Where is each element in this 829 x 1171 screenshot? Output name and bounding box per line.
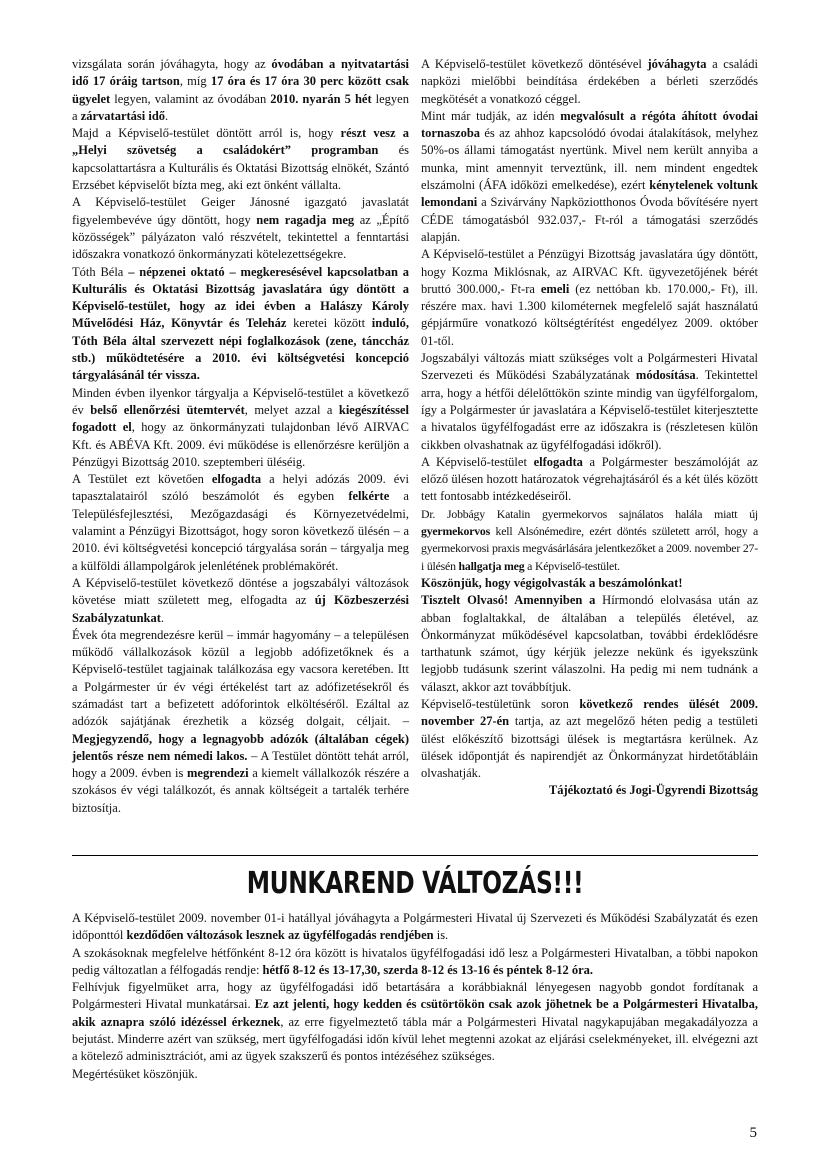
- paragraph: [72, 945, 758, 980]
- paragraph: [421, 696, 758, 782]
- bold-text: részt vesz a „Helyi szövetség a családokért” programban: [72, 126, 409, 158]
- bold-text: következő rendes ülését 2009. november 27-én: [421, 696, 758, 729]
- bold-text: Köszönjük, hogy végigolvasták a beszámolónkat!: [421, 575, 683, 590]
- text: A Képviselő-testület következő döntésével: [421, 57, 648, 71]
- headline: MUNKAREND VÁLTOZÁS!!!: [246, 866, 584, 901]
- bold-text: módosítása: [635, 368, 696, 383]
- work-schedule-notice: [72, 910, 758, 1083]
- bold-text: – népzenei oktató – megkeresésével kapcsolatban a Kulturális és Oktatási Bizottság javaslatára úgy döntött a Képviselő-testület, hogy az idei évben a Halászy Károly Művelődési Ház, Könyvtár és Teleház: [72, 264, 410, 331]
- section-divider: [72, 855, 758, 856]
- paragraph: [72, 56, 409, 125]
- text: A Testület ezt követően: [72, 472, 212, 487]
- bold-text: óvodában a nyitvatartási idő 17 óráig tartson: [72, 57, 409, 89]
- right-column: [421, 56, 758, 852]
- paragraph: [421, 350, 758, 454]
- bold-text: induló, Tóth Béla által szervezett népi foglalkozások (zene, tánccház stb.) működtetésére a 2010. évi költségvetési koncepció tárgyalásánál tér vissza.: [72, 316, 409, 383]
- text: .: [165, 108, 169, 123]
- bold-text: kiegészítéssel fogadott el: [72, 402, 409, 435]
- right-column-paragraphs: [421, 56, 758, 782]
- text: Majd a Képviselő-testület döntött arról is, hogy: [72, 126, 341, 141]
- bold-text: kénytelenek voltunk lemondani: [421, 178, 758, 210]
- text: és az ahhoz kapcsolódó óvodai átalakítások, melyhez 50%-os állami támogatást nyertünk. Mivel nem került annyiba a munka, mint amennyit terveztünk, ill. nem mindent engedtek elszámolni (ÁFA időközi emelkedése), ezért: [421, 126, 758, 193]
- paragraph: [421, 506, 758, 575]
- paragraph: [421, 108, 758, 246]
- text: A Képviselő-testület: [421, 454, 534, 469]
- paragraph: [72, 385, 409, 471]
- text: a Polgármester beszámolóját az előző ülésen hozott határozatok végrehajtásáról és a két ülés között tett fontosabb intézkedéseiről.: [421, 454, 758, 504]
- bold-text: megvalósult a régóta áhított óvodai tornaszoba: [421, 108, 759, 141]
- text: , míg: [179, 74, 211, 89]
- text: – A Testület döntött tehát arról, hogy a 2009. évben is: [72, 748, 409, 781]
- bold-text: elfogadta: [533, 454, 583, 469]
- text: Dr. Jobbágy Katalin gyermekorvos sajnálatos halála miatt új: [421, 506, 758, 521]
- bold-text: gyermekorvos: [421, 524, 491, 539]
- text: keretei között: [293, 316, 366, 331]
- two-column-article: [72, 56, 758, 852]
- text: Képviselő-testületünk soron: [421, 696, 580, 711]
- text: , melyet azzal a: [244, 402, 339, 417]
- text: Mint már tudják, az idén: [421, 108, 561, 123]
- text: Jogszabályi változás miatt szükséges volt a Polgármesteri Hivatal Szervezeti és Működési Szabályzatának: [421, 351, 758, 383]
- text: vizsgálata során jóváhagyta, hogy az: [72, 57, 272, 71]
- text: A Képviselő-testület Geiger Jánosné igazgató javaslatát figyelembevéve úgy döntött, hogy: [72, 195, 409, 227]
- paragraph: [421, 454, 758, 506]
- paragraph: [72, 471, 409, 575]
- text: Felhívjuk figyelmüket arra, hogy az ügyfélfogadási idő betartására a korábbiaknál lényegesen nagyobb gondot fordítanak a Polgármesteri Hivatal munkatársai.: [72, 980, 758, 1012]
- text: és kapcsolattartásra a Kulturális és Oktatási Bizottság elnökét, Szántó Erzsébet képviselőt bízta meg, aki ezt önként vállalta.: [72, 143, 409, 193]
- text: Tóth Béla: [72, 264, 124, 279]
- bold-text: hétfő 8-12 és 13-17,30, szerda 8-12 és 13-16 és péntek 8-12 óra.: [262, 962, 594, 977]
- text: Évek óta megrendezésre kerül – immár hagyomány – a településen működő vállalkozások közül a legjobb adófizetőknek és a Képviselő-testület tagjainak találkozása egy vacsora keretében. Itt a Polgármester úr év végi értékelést tart az adófizetésekről és számadást tart a befizetett adóforintok elköltéséről. Ezáltal az adózók sajátjának érezhetik a község dolgait, céljait. –: [72, 627, 409, 729]
- text: a kiemelt vállalkozók részére a szokásos év végi találkozót, és annak költségeit a tartalék terhére biztosítja.: [72, 766, 410, 815]
- text: legyen a: [72, 91, 409, 123]
- bold-text: Megjegyzendő, hogy a legnagyobb adózók (általában cégek) jelentős része nem némedi lakos.: [72, 731, 409, 763]
- bold-text: megrendezi: [187, 766, 249, 781]
- bold-text: Tisztelt Olvasó! Amennyiben a: [421, 593, 596, 608]
- text: kell Alsónémedire, ezért döntés született arról, hogy a gyermekorvosi praxis megvásárlására jelentkezőket a 2009. november 27-i ülésén: [421, 524, 758, 573]
- text: A Képviselő-testület 2009. november 01-i hatállyal jóváhagyta a Polgármesteri Hivatal új Szervezeti és Működési Szabályzatát és ezen időponttól: [72, 911, 758, 943]
- paragraph: [421, 56, 758, 108]
- bold-text: új Közbeszerzési Szabályzatunkat: [72, 593, 409, 625]
- text: legyen, valamint az óvodában: [110, 91, 271, 106]
- paragraph: [72, 194, 409, 263]
- text: A Képviselő-testület a Pénzügyi Bizottság javaslatára úgy döntött, hogy Kozma Miklósnak, az AIRVAC Kft. ügyvezetőjének bérét bruttó 300.000,- Ft-ra: [421, 247, 758, 296]
- bold-text: felkérte: [348, 489, 390, 504]
- text: a családi napközi mielőbbi beindítása érdekében a bérleti szerződés megkötését a vonatkozó céggel.: [421, 57, 758, 106]
- committee-signature: Tájékoztató és Jogi-Ügyrendi Bizottság: [548, 783, 758, 798]
- bold-text: hallgatja meg: [458, 558, 525, 573]
- paragraph: [421, 246, 758, 350]
- paragraph: [72, 979, 758, 1065]
- bold-text: zárvatartási idő: [80, 108, 166, 123]
- paragraph: [421, 575, 758, 592]
- text: a helyi adózás 2009. évi tapasztalatairól szóló beszámolót és egyben: [72, 472, 409, 504]
- bold-text: elfogadta: [211, 472, 262, 487]
- bold-text: nem ragadja meg: [256, 212, 355, 227]
- paragraph: [72, 1066, 758, 1083]
- text: a Képviselő-testület.: [524, 558, 620, 573]
- paragraph: [72, 910, 758, 945]
- bold-text: belső ellenőrzési ütemtervét: [90, 402, 245, 417]
- text: .: [160, 610, 165, 625]
- text: (ez nettóban kb. 170.000,- Ft), ill. részére max. havi 1.300 kilométernek megfelelő saját használatú gépjárműre vonatkozó költségtérítést engedélyez 2009. október 01-től.: [421, 281, 758, 348]
- text: a Szivárvány Napköziotthonos Óvoda bővítésére nyert CÉDE támogatásból 932.037,- Ft-ról a támogatási szerződés alapján.: [421, 195, 758, 244]
- text: A Képviselő-testület következő döntése a jogszabályi változások követése miatt született meg, elfogadta az: [72, 575, 409, 608]
- text: , az erre figyelmeztető tábla már a Polgármesteri Hivatal nagykapujában megakadályozza a bejutást. Minderre azért van szükség, mert ügyfélfogadási időn kívül lehet megtenni azokat az eljárási cselekményeket, ill. elvégezni azt a kötelező adminisztrációt, ami az ügyek szakszerű és pontos intézéséhez szükséges.: [72, 1014, 758, 1064]
- text: is.: [433, 928, 449, 943]
- paragraph: [421, 592, 758, 696]
- text: tartja, az azt megelőző héten pedig a testületi ülést előkészítő bizottsági ülések is megtartásra kerülnek. Az ülések időpontját és napirendjét az Önkormányzat hirdetőtábláin olvashatják.: [421, 714, 758, 781]
- bold-text: 2010. nyarán 5 hét: [270, 91, 372, 106]
- text: , hogy az önkormányzati tulajdonban lévő AIRVAC Kft. és ABÉVA Kft. 2009. évi működése is ellenőrzésre kerüljön a Pénzügyi Bizottság 2010. szeptemberi üléséig.: [72, 420, 409, 469]
- paragraph: [72, 575, 409, 627]
- bold-text: jóváhagyta: [647, 57, 707, 71]
- paragraph: [72, 627, 409, 817]
- text: a Településfejlesztési, Mezőgazdasági és Környezetvédelmi, valamint a Pénzügyi Bizottságot, hogy soron következő ülésén – a 2010. évi költségvetési koncepció tárgyalása során – tárgyalja meg a külföldi állampolgárok jelenlétének problémakörét.: [72, 489, 409, 573]
- text: . Tekintettel arra, hogy a hétfői délelőttökön szinte mindig van ügyfélforgalom, így a Polgármester úr javaslatára a Képviselő-testület kiterjesztette a hivatalos ügyfélfogadást erre az időszakra is (részletesen külön cikkben olvashatnak az ügyfélfogadási időkről).: [421, 368, 759, 452]
- text: Hírmondó elolvasása után az abban foglaltakkal, de általában a település életével, az Önkormányzat működésével kapcsolatban, további érdeklődésre tarthatunk számot, úgy kérjük jelezze nekünk és igyekszünk legjobb tudásunk szerint válaszolni. Ha pedig mi nem tudnánk a választ, akkor azt továbbítjuk.: [421, 593, 758, 694]
- left-column: [72, 56, 409, 852]
- bold-text: Ez azt jelenti, hogy kedden és csütörtökön csak azok jöhetnek be a Polgármesteri Hivatalba, akik aznapra szóló idézéssel érkeznek: [72, 997, 758, 1029]
- bold-text: 17 óra és 17 óra 30 perc között csak ügyelet: [72, 74, 409, 106]
- text: az „Építő közösségek” pályázaton való részvételt, tekintettel a fenntartási időszakra vonatkozó önkormányzati kötelezettségekre.: [72, 212, 409, 262]
- text: Minden évben ilyenkor tárgyalja a Képviselő-testület a következő év: [72, 385, 409, 417]
- paragraph: [72, 264, 409, 385]
- page-number: 5: [749, 1125, 757, 1141]
- bold-text: kezdődően változások lesznek az ügyfélfogadás rendjében: [126, 928, 434, 943]
- paragraph: [72, 125, 409, 194]
- bold-text: emeli: [540, 281, 570, 296]
- text: A szokásoknak megfelelve hétfőnként 8-12 óra között is hivatalos ügyfélfogadási idő lesz a Polgármesteri Hivatalban, a többi napokon pedig változatlan a félfogadás rendje:: [72, 945, 758, 977]
- text: Megértésüket köszönjük.: [72, 1066, 198, 1081]
